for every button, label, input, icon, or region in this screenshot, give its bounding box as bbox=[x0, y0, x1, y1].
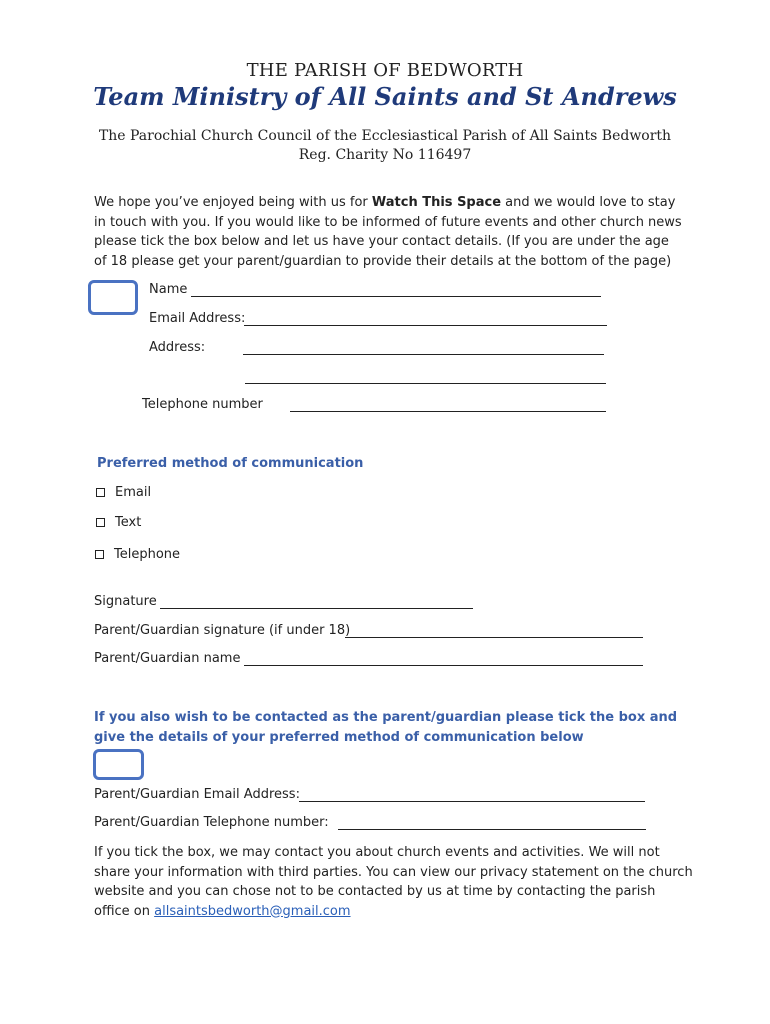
intro-text-start: We hope you’ve enjoyed being with us for bbox=[94, 195, 372, 210]
option-label: Text bbox=[115, 515, 142, 530]
guardian-telephone-field[interactable] bbox=[338, 829, 646, 830]
parish-email-link[interactable]: allsaintsbedworth@gmail.com bbox=[154, 903, 351, 919]
guardian-email-label: Parent/Guardian Email Address: bbox=[94, 787, 300, 802]
address-field-line-1[interactable] bbox=[243, 354, 604, 355]
guardian-telephone-label: Parent/Guardian Telephone number: bbox=[94, 815, 329, 830]
email-field[interactable] bbox=[244, 325, 607, 326]
name-label: Name bbox=[149, 282, 188, 297]
intro-paragraph bbox=[94, 193, 684, 271]
guardian-name-field[interactable] bbox=[244, 665, 643, 666]
guardian-opt-in-checkbox[interactable] bbox=[93, 749, 144, 780]
checkbox-icon[interactable] bbox=[95, 550, 104, 559]
checkbox-icon[interactable] bbox=[96, 518, 105, 527]
option-text[interactable] bbox=[96, 515, 141, 530]
address-label: Address: bbox=[149, 340, 206, 355]
option-label: Email bbox=[115, 485, 152, 500]
communication-heading: Preferred method of communication bbox=[97, 456, 364, 471]
option-telephone[interactable] bbox=[95, 547, 180, 562]
privacy-text: If you tick the box, we may contact you about church events and activities. We will not share your information with third parties. You can view our privacy statement on the church website and you can chose not to be contacted by us at time by contacting the parish office on bbox=[94, 845, 693, 919]
contact-opt-in-checkbox[interactable] bbox=[88, 280, 138, 315]
guardian-signature-field[interactable] bbox=[345, 637, 643, 638]
parish-title: THE PARISH OF BEDWORTH bbox=[246, 60, 524, 81]
privacy-statement bbox=[94, 843, 694, 921]
option-email[interactable] bbox=[96, 485, 151, 500]
intro-text-end: and we would love to stay in touch with you. If you would like to be informed of future events and other church news please tick the box below and let us have your contact details. (If you are under the age of 18 please get your parent/guardian to provide their details at the bottom of the page) bbox=[94, 195, 682, 269]
guardian-signature-label: Parent/Guardian signature (if under 18) bbox=[94, 623, 351, 638]
checkbox-icon[interactable] bbox=[96, 488, 105, 497]
signature-field[interactable] bbox=[160, 608, 473, 609]
option-label: Telephone bbox=[114, 547, 181, 562]
guardian-name-label: Parent/Guardian name bbox=[94, 651, 241, 666]
event-name: Watch This Space bbox=[371, 195, 502, 210]
guardian-email-field[interactable] bbox=[299, 801, 645, 802]
telephone-field[interactable] bbox=[290, 411, 606, 412]
name-field[interactable] bbox=[191, 296, 601, 297]
ministry-title: Team Ministry of All Saints and St Andrews bbox=[93, 82, 677, 111]
signature-label: Signature bbox=[94, 594, 157, 609]
guardian-note: If you also wish to be contacted as the parent/guardian please tick the box and give the details of your preferred method of communication below bbox=[94, 710, 678, 745]
address-field-line-2[interactable] bbox=[245, 383, 606, 384]
email-label: Email Address: bbox=[149, 311, 246, 326]
telephone-label: Telephone number bbox=[142, 397, 263, 412]
council-subtitle: The Parochial Church Council of the Ecclesiastical Parish of All Saints Bedworth Reg. Charity No 116497 bbox=[98, 128, 672, 163]
